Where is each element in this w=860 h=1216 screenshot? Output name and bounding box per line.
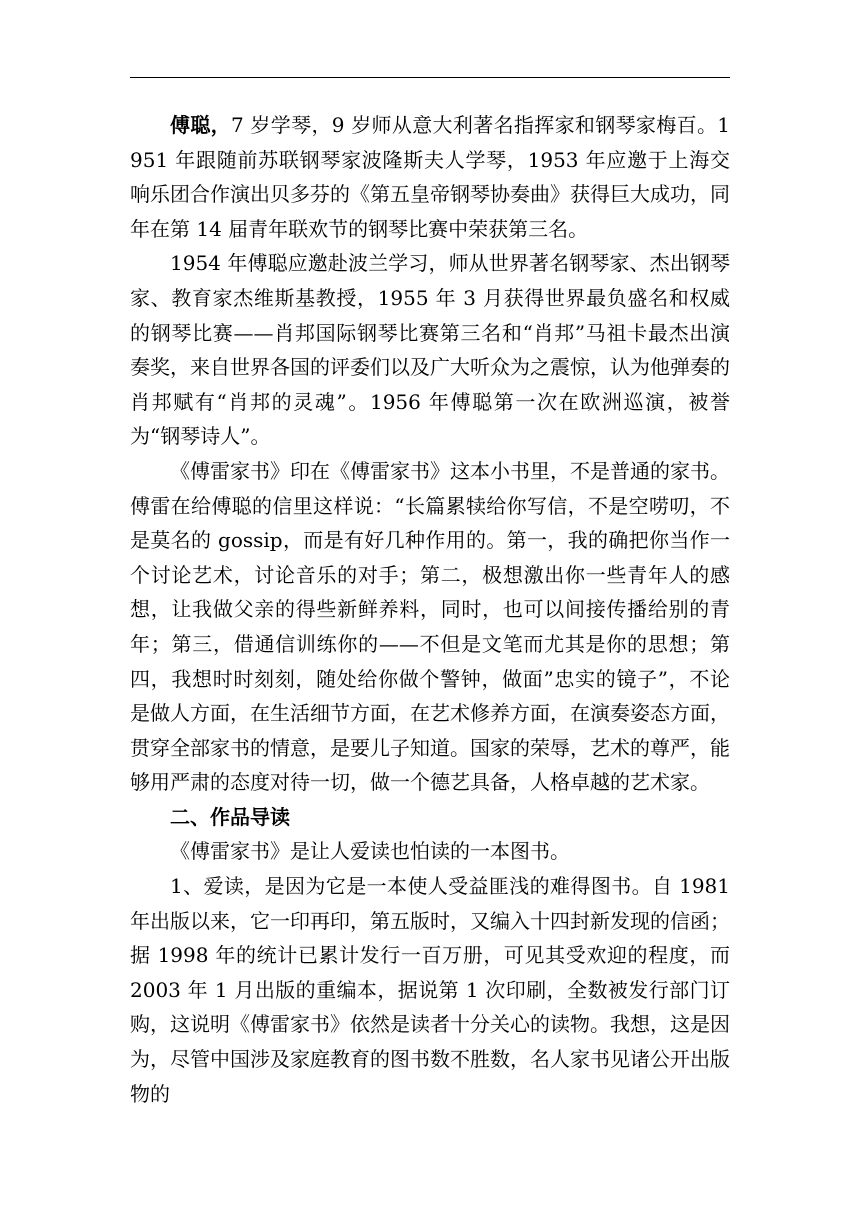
paragraph-1954-poland: 1954 年傅聪应邀赴波兰学习，师从世界著名钢琴家、杰出钢琴家、教育家杰维斯基教授，1955 年 3 月获得世界最负盛名和权威的钢琴比赛——肖邦国际钢琴比赛第三名和“肖邦”马祖卡最杰出演奏奖，来自世界各国的评委们以及广大听众为之震惊，认为他弹奏的肖邦赋有“肖邦的灵魂”。1956 年傅聪第一次在欧洲巡演，被誉为“钢琴诗人”。 [130, 251, 730, 449]
paragraph-fu-cong-intro [130, 108, 730, 246]
paragraph-reading-intro: 《傅雷家书》是让人爱读也怕读的一本图书。 [170, 839, 570, 864]
paragraph-fu-cong-intro-text: 7 岁学琴，9 岁师从意大利著名指挥家和钢琴家梅百。1951 年跟随前苏联钢琴家波隆斯夫人学琴，1953 年应邀于上海交响乐团合作演出贝多芬的《第五皇帝钢琴协奏曲》获得巨大成功，同年在第 14 届青年联欢节的钢琴比赛中荣获第三名。 [130, 113, 731, 241]
header-rule [130, 77, 730, 78]
paragraph-love-reading: 1、爱读，是因为它是一本使人受益匪浅的难得图书。自 1981 年出版以来，它一印再印，第五版时，又编入十四封新发现的信函；据 1998 年的统计已累计发行一百万册，可见其受欢迎的程度，而 2003 年 1 月出版的重编本，据说第 1 次印刷，全数被发行部门订购，这说明《傅雷家书》依然是读者十分关心的读物。我想，这是因为，尽管中国涉及家庭教育的图书数不胜数，名人家书见诸公开出版物的 [130, 874, 730, 1106]
section-heading: 二、作品导读 [170, 804, 290, 829]
paragraph-family-letters: 《傅雷家书》印在《傅雷家书》这本小书里，不是普通的家书。傅雷在给傅聪的信里这样说：“长篇累犊给你写信，不是空唠叨，不是莫名的 gossip，而是有好几种作用的。第一，我的确把你当作一个讨论艺术，讨论音乐的对手；第二，极想激出你一些青年人的感想，让我做父亲的得些新鲜养料，同时，也可以间接传播给别的青年；第三，借通信训练你的——不但是文笔而尤其是你的思想；第四，我想时时刻刻，随处给你做个警钟，做面”忠实的镜子”，不论是做人方面，在生活细节方面，在艺术修养方面，在演奏姿态方面，贯穿全部家书的情意，是要儿子知道。国家的荣辱，艺术的尊严，能够用严肃的态度对待一切，做一个德艺具备，人格卓越的艺术家。 [130, 458, 730, 795]
fu-cong-name: 傅聪， [170, 113, 232, 137]
document-body [130, 108, 730, 1111]
